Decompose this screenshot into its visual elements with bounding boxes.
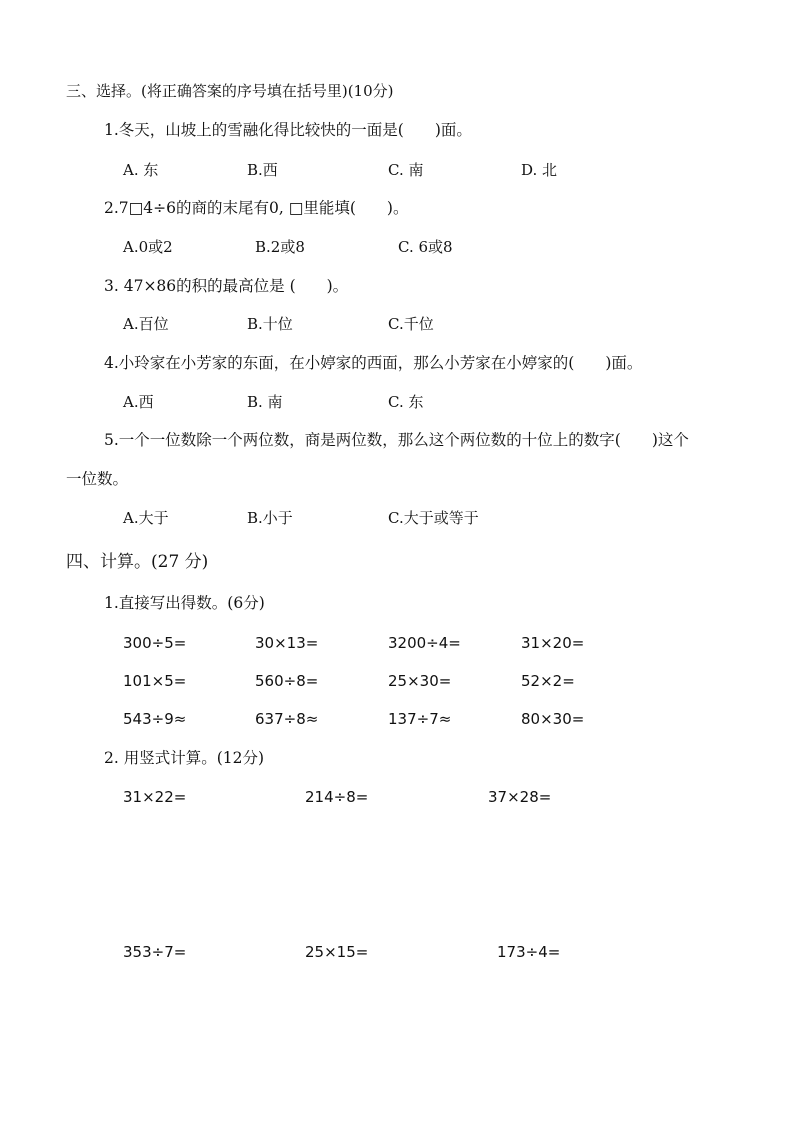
q2-option-c: C. 6或8 <box>398 238 453 256</box>
question-5-line-2: 一位数。 <box>66 470 129 488</box>
q5-option-c: C.大于或等于 <box>388 509 479 527</box>
vertical-calc-item: 214÷8= <box>305 788 369 806</box>
mental-calc-item: 300÷5= <box>123 634 187 652</box>
part-2-title: 2. 用竖式计算。(12分) <box>104 749 265 767</box>
vertical-calc-item: 31×22= <box>123 788 187 806</box>
q4-option-a: A.西 <box>123 393 154 411</box>
q1-option-c: C. 南 <box>388 161 424 179</box>
q2-option-a: A.0或2 <box>123 238 173 256</box>
q4-option-b: B. 南 <box>247 393 283 411</box>
q4-option-c: C. 东 <box>388 393 424 411</box>
section-4-title: 四、计算。(27 分) <box>66 552 209 572</box>
q3-option-a: A.百位 <box>123 315 169 333</box>
section-3-title: 三、选择。(将正确答案的序号填在括号里)(10分) <box>66 82 394 100</box>
mental-calc-item: 25×30= <box>388 672 452 690</box>
question-3: 3. 47×86的积的最高位是 ( )。 <box>104 277 349 295</box>
vertical-calc-item: 173÷4= <box>497 943 561 961</box>
q5-option-a: A.大于 <box>123 509 169 527</box>
mental-calc-item: 637÷8≈ <box>255 710 319 728</box>
part-1-title: 1.直接写出得数。(6分) <box>104 594 265 612</box>
q1-option-b: B.西 <box>247 161 278 179</box>
q3-option-c: C.千位 <box>388 315 434 333</box>
question-4: 4.小玲家在小芳家的东面，在小婷家的西面，那么小芳家在小婷家的( )面。 <box>104 354 643 372</box>
vertical-calc-item: 37×28= <box>488 788 552 806</box>
q5-option-b: B.小于 <box>247 509 293 527</box>
mental-calc-item: 3200÷4= <box>388 634 461 652</box>
question-1: 1.冬天，山坡上的雪融化得比较快的一面是( )面。 <box>104 121 472 139</box>
mental-calc-item: 30×13= <box>255 634 319 652</box>
vertical-calc-item: 25×15= <box>305 943 369 961</box>
q1-option-a: A. 东 <box>123 161 159 179</box>
mental-calc-item: 560÷8= <box>255 672 319 690</box>
vertical-calc-item: 353÷7= <box>123 943 187 961</box>
mental-calc-item: 101×5= <box>123 672 187 690</box>
q3-option-b: B.十位 <box>247 315 293 333</box>
question-2: 2.7□4÷6的商的末尾有0, □里能填( )。 <box>104 199 409 217</box>
mental-calc-item: 80×30= <box>521 710 585 728</box>
mental-calc-item: 137÷7≈ <box>388 710 452 728</box>
q2-option-b: B.2或8 <box>255 238 305 256</box>
mental-calc-item: 543÷9≈ <box>123 710 187 728</box>
mental-calc-item: 52×2= <box>521 672 575 690</box>
q1-option-d: D. 北 <box>521 161 558 179</box>
question-5-line-1: 5.一个一位数除一个两位数，商是两位数，那么这个两位数的十位上的数字( )这个 <box>104 431 689 449</box>
mental-calc-item: 31×20= <box>521 634 585 652</box>
